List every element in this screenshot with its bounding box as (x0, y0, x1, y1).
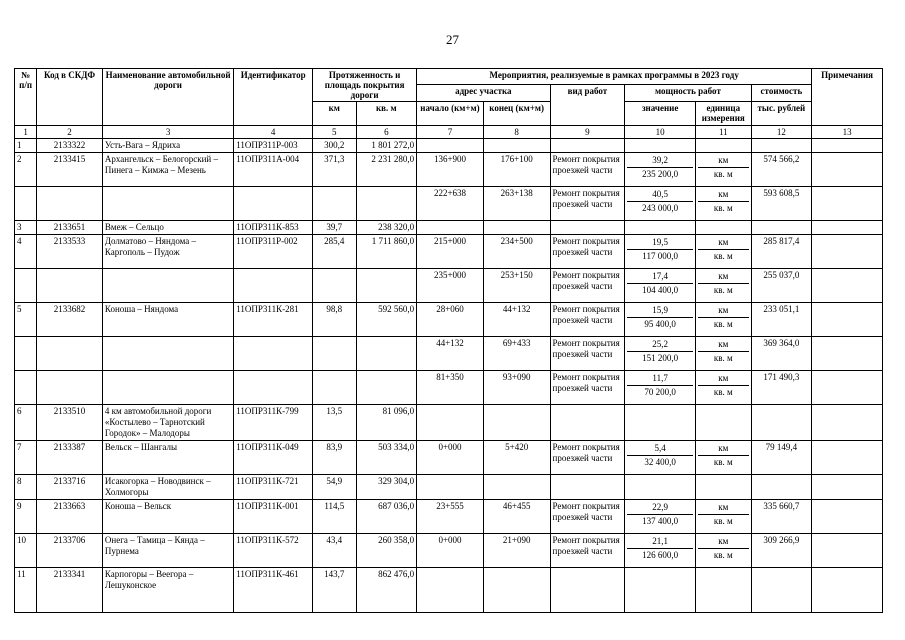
road-name: Карпогоры – Веегора – Лешуконское (102, 568, 233, 613)
capacity-value (625, 475, 696, 500)
capacity-unit-sqm: кв. м (713, 251, 733, 261)
col-number: 7 (417, 126, 484, 139)
capacity-unit (696, 475, 752, 500)
skdf-code: 2133716 (37, 475, 103, 500)
capacity-unit-sqm: кв. м (713, 550, 733, 560)
row-number (15, 337, 37, 371)
section-end: 253+150 (483, 269, 550, 303)
notes (812, 221, 883, 235)
table-row (15, 371, 883, 405)
road-name: Онега – Тамица – Кянда – Пурнема (102, 534, 233, 568)
capacity-unit-sqm: кв. м (713, 285, 733, 295)
row-number (15, 269, 37, 303)
capacity-value (625, 568, 696, 613)
capacity-value-km: 21,1 (627, 535, 693, 549)
capacity-unit-sqm: кв. м (713, 353, 733, 363)
section-start: 0+000 (417, 441, 484, 475)
road-length-km: 300,2 (313, 139, 356, 153)
work-type (550, 475, 625, 500)
road-name: Вмеж – Сельцо (102, 221, 233, 235)
work-type: Ремонт покрытия проезжей части (550, 441, 625, 475)
table-row (15, 139, 883, 153)
cost-value (751, 475, 812, 500)
header-code: Код в СКДФ (37, 69, 103, 126)
row-number: 9 (15, 500, 37, 534)
road-length-km (313, 337, 356, 371)
road-area-sqm (356, 187, 417, 221)
road-area-sqm: 81 096,0 (356, 405, 417, 441)
road-area-sqm: 687 036,0 (356, 500, 417, 534)
capacity-unit (696, 235, 752, 269)
capacity-value-km: 15,9 (627, 304, 693, 318)
road-area-sqm: 592 560,0 (356, 303, 417, 337)
row-number: 1 (15, 139, 37, 153)
header-length: Протяженность и площадь покрытия дороги (313, 69, 417, 102)
header-unit: единица измерения (696, 102, 752, 126)
section-start (417, 221, 484, 235)
road-identifier (234, 269, 313, 303)
work-type: Ремонт покрытия проезжей части (550, 153, 625, 187)
road-name: Исакогорка – Новодвинск – Холмогоры (102, 475, 233, 500)
section-start: 235+000 (417, 269, 484, 303)
row-number: 4 (15, 235, 37, 269)
section-start: 81+350 (417, 371, 484, 405)
header-end: конец (км+м) (483, 102, 550, 126)
header-capacity: мощность работ (625, 85, 751, 102)
row-number: 11 (15, 568, 37, 613)
capacity-value-sqm: 104 400,0 (642, 285, 679, 295)
skdf-code: 2133322 (37, 139, 103, 153)
capacity-unit-sqm: кв. м (713, 516, 733, 526)
road-name (102, 187, 233, 221)
capacity-unit-km: км (698, 442, 749, 456)
road-area-sqm: 503 334,0 (356, 441, 417, 475)
section-end: 263+138 (483, 187, 550, 221)
capacity-value-sqm: 117 000,0 (642, 251, 678, 261)
capacity-unit (696, 187, 752, 221)
row-number: 10 (15, 534, 37, 568)
capacity-value (625, 405, 696, 441)
section-start: 44+132 (417, 337, 484, 371)
cost-value: 335 660,7 (751, 500, 812, 534)
page-number: 27 (446, 32, 459, 47)
capacity-unit-km: км (698, 501, 749, 515)
notes (812, 153, 883, 187)
roads-table (14, 68, 883, 613)
cost-value: 285 817,4 (751, 235, 812, 269)
notes (812, 568, 883, 613)
notes (812, 371, 883, 405)
capacity-unit-sqm: кв. м (713, 387, 733, 397)
road-area-sqm: 329 304,0 (356, 475, 417, 500)
road-length-km (313, 187, 356, 221)
road-area-sqm: 260 358,0 (356, 534, 417, 568)
table-row (15, 534, 883, 568)
notes (812, 475, 883, 500)
road-name: Коноша – Няндома (102, 303, 233, 337)
table-row (15, 475, 883, 500)
capacity-value-km: 25,2 (627, 338, 693, 352)
header-notes: Примечания (812, 69, 883, 126)
col-number: 1 (15, 126, 37, 139)
header-cost-unit: тыс. рублей (751, 102, 812, 126)
work-type (550, 405, 625, 441)
road-identifier: 11ОПР311Р-002 (234, 235, 313, 269)
col-number: 8 (483, 126, 550, 139)
notes (812, 405, 883, 441)
road-identifier (234, 337, 313, 371)
cost-value: 233 051,1 (751, 303, 812, 337)
row-number: 2 (15, 153, 37, 187)
section-start: 23+555 (417, 500, 484, 534)
capacity-unit-km: км (698, 270, 749, 284)
road-name: Усть-Вага – Ядриха (102, 139, 233, 153)
road-length-km: 83,9 (313, 441, 356, 475)
col-number: 2 (37, 126, 103, 139)
header-sqm: кв. м (356, 102, 417, 126)
capacity-value (625, 153, 696, 187)
road-name: Долматово – Няндома – Каргополь – Пудож (102, 235, 233, 269)
road-name (102, 269, 233, 303)
capacity-value (625, 303, 696, 337)
capacity-unit (696, 405, 752, 441)
notes (812, 441, 883, 475)
capacity-unit-km: км (698, 236, 749, 250)
cost-value: 309 266,9 (751, 534, 812, 568)
road-name (102, 337, 233, 371)
capacity-value-sqm: 32 400,0 (644, 457, 676, 467)
road-name: Архангельск – Белогорский – Пинега – Кимжа – Мезень (102, 153, 233, 187)
road-identifier: 11ОПР311К-721 (234, 475, 313, 500)
work-type: Ремонт покрытия проезжей части (550, 500, 625, 534)
road-length-km: 143,7 (313, 568, 356, 613)
notes (812, 269, 883, 303)
skdf-code: 2133341 (37, 568, 103, 613)
section-start (417, 139, 484, 153)
section-start: 222+638 (417, 187, 484, 221)
road-identifier: 11ОПР311К-049 (234, 441, 313, 475)
section-start (417, 405, 484, 441)
road-identifier: 11ОПР311К-001 (234, 500, 313, 534)
section-start (417, 475, 484, 500)
work-type: Ремонт покрытия проезжей части (550, 269, 625, 303)
capacity-value (625, 500, 696, 534)
skdf-code: 2133651 (37, 221, 103, 235)
road-identifier: 11ОПР311К-853 (234, 221, 313, 235)
capacity-unit-km: км (698, 372, 749, 386)
header-name: Наименование автомобильной дороги (102, 69, 233, 126)
col-number: 11 (696, 126, 752, 139)
road-length-km: 285,4 (313, 235, 356, 269)
capacity-value (625, 441, 696, 475)
road-name: Вельск – Шангалы (102, 441, 233, 475)
capacity-unit (696, 500, 752, 534)
capacity-value-sqm: 95 400,0 (644, 319, 676, 329)
road-area-sqm: 862 476,0 (356, 568, 417, 613)
header-km: км (313, 102, 356, 126)
road-area-sqm (356, 371, 417, 405)
road-name (102, 371, 233, 405)
skdf-code (37, 371, 103, 405)
table-row (15, 405, 883, 441)
cost-value (751, 405, 812, 441)
section-end: 93+090 (483, 371, 550, 405)
capacity-unit-km: км (698, 154, 749, 168)
section-end (483, 139, 550, 153)
section-end: 5+420 (483, 441, 550, 475)
road-area-sqm (356, 337, 417, 371)
section-start: 136+900 (417, 153, 484, 187)
section-start (417, 568, 484, 613)
cost-value: 574 566,2 (751, 153, 812, 187)
skdf-code: 2133663 (37, 500, 103, 534)
col-number: 12 (751, 126, 812, 139)
header-measures: Мероприятия, реализуемые в рамках программы в 2023 году (417, 69, 812, 85)
capacity-value (625, 371, 696, 405)
cost-value: 593 608,5 (751, 187, 812, 221)
work-type: Ремонт покрытия проезжей части (550, 534, 625, 568)
skdf-code (37, 269, 103, 303)
capacity-value (625, 221, 696, 235)
capacity-value-km: 40,5 (627, 188, 693, 202)
section-end (483, 405, 550, 441)
capacity-value (625, 337, 696, 371)
capacity-unit-km: км (698, 304, 749, 318)
road-identifier: 11ОПР311Р-003 (234, 139, 313, 153)
section-end (483, 568, 550, 613)
skdf-code: 2133706 (37, 534, 103, 568)
table-row (15, 153, 883, 187)
capacity-unit (696, 139, 752, 153)
cost-value: 171 490,3 (751, 371, 812, 405)
capacity-value-sqm: 126 600,0 (642, 550, 679, 560)
notes (812, 139, 883, 153)
col-number: 5 (313, 126, 356, 139)
col-number: 3 (102, 126, 233, 139)
col-number: 9 (550, 126, 625, 139)
section-end: 176+100 (483, 153, 550, 187)
work-type: Ремонт покрытия проезжей части (550, 187, 625, 221)
work-type (550, 221, 625, 235)
road-length-km: 54,9 (313, 475, 356, 500)
capacity-value-sqm: 235 200,0 (642, 169, 679, 179)
road-identifier: 11ОПР311К-572 (234, 534, 313, 568)
work-type: Ремонт покрытия проезжей части (550, 337, 625, 371)
cost-value (751, 221, 812, 235)
notes (812, 500, 883, 534)
skdf-code (37, 187, 103, 221)
capacity-value-sqm: 151 200,0 (642, 353, 679, 363)
road-length-km: 39,7 (313, 221, 356, 235)
road-area-sqm: 238 320,0 (356, 221, 417, 235)
row-number: 5 (15, 303, 37, 337)
header-work-type: вид работ (550, 85, 625, 126)
section-start: 215+000 (417, 235, 484, 269)
notes (812, 337, 883, 371)
capacity-unit-sqm: кв. м (713, 203, 733, 213)
work-type: Ремонт покрытия проезжей части (550, 371, 625, 405)
section-end (483, 221, 550, 235)
road-length-km: 43,4 (313, 534, 356, 568)
row-number: 6 (15, 405, 37, 441)
road-name: 4 км автомобильной дороги «Костылево – Тарнотский Городок» – Малодоры (102, 405, 233, 441)
notes (812, 187, 883, 221)
capacity-unit-km: км (698, 338, 749, 352)
row-number: 7 (15, 441, 37, 475)
capacity-value-km: 5,4 (627, 442, 693, 456)
table-row (15, 187, 883, 221)
row-number (15, 187, 37, 221)
skdf-code: 2133387 (37, 441, 103, 475)
section-end: 46+455 (483, 500, 550, 534)
table-row (15, 221, 883, 235)
section-end: 234+500 (483, 235, 550, 269)
table-row (15, 500, 883, 534)
header-num: № п/п (15, 69, 37, 126)
table-row (15, 337, 883, 371)
cost-value: 255 037,0 (751, 269, 812, 303)
road-identifier (234, 371, 313, 405)
notes (812, 235, 883, 269)
road-identifier: 11ОПР311К-281 (234, 303, 313, 337)
road-identifier: 11ОПР311А-004 (234, 153, 313, 187)
capacity-value-km: 17,4 (627, 270, 693, 284)
skdf-code: 2133533 (37, 235, 103, 269)
section-end: 69+433 (483, 337, 550, 371)
table-row (15, 568, 883, 613)
capacity-unit (696, 534, 752, 568)
skdf-code (37, 337, 103, 371)
work-type (550, 568, 625, 613)
capacity-value-sqm: 243 000,0 (642, 203, 679, 213)
col-number: 10 (625, 126, 696, 139)
road-area-sqm: 1 711 860,0 (356, 235, 417, 269)
cost-value: 79 149,4 (751, 441, 812, 475)
section-end (483, 475, 550, 500)
table-row (15, 235, 883, 269)
section-start: 28+060 (417, 303, 484, 337)
road-identifier: 11ОПР311К-461 (234, 568, 313, 613)
row-number: 8 (15, 475, 37, 500)
capacity-unit-sqm: кв. м (713, 319, 733, 329)
road-identifier (234, 187, 313, 221)
capacity-value-sqm: 70 200,0 (644, 387, 676, 397)
work-type (550, 139, 625, 153)
capacity-unit-km: км (698, 188, 749, 202)
capacity-value (625, 235, 696, 269)
capacity-value (625, 534, 696, 568)
work-type: Ремонт покрытия проезжей части (550, 303, 625, 337)
cost-value: 369 364,0 (751, 337, 812, 371)
section-end: 21+090 (483, 534, 550, 568)
road-area-sqm (356, 269, 417, 303)
capacity-value (625, 269, 696, 303)
capacity-value-km: 11,7 (627, 372, 693, 386)
skdf-code: 2133510 (37, 405, 103, 441)
capacity-value-km: 22,9 (627, 501, 693, 515)
capacity-unit (696, 303, 752, 337)
header-start: начало (км+м) (417, 102, 484, 126)
skdf-code: 2133415 (37, 153, 103, 187)
section-start: 0+000 (417, 534, 484, 568)
col-number: 6 (356, 126, 417, 139)
road-length-km (313, 371, 356, 405)
capacity-unit (696, 568, 752, 613)
road-length-km (313, 269, 356, 303)
notes (812, 534, 883, 568)
capacity-value-km: 39,2 (627, 154, 693, 168)
table-row (15, 441, 883, 475)
road-area-sqm: 1 801 272,0 (356, 139, 417, 153)
road-identifier: 11ОПР311К-799 (234, 405, 313, 441)
col-number: 4 (234, 126, 313, 139)
capacity-unit (696, 441, 752, 475)
col-number: 13 (812, 126, 883, 139)
skdf-code: 2133682 (37, 303, 103, 337)
capacity-value (625, 187, 696, 221)
capacity-unit (696, 337, 752, 371)
header-cost: стоимость (751, 85, 812, 102)
road-length-km: 371,3 (313, 153, 356, 187)
road-length-km: 114,5 (313, 500, 356, 534)
row-number: 3 (15, 221, 37, 235)
header-address: адрес участка (417, 85, 550, 102)
table-row (15, 303, 883, 337)
cost-value (751, 139, 812, 153)
header-value: значение (625, 102, 696, 126)
capacity-unit (696, 221, 752, 235)
road-length-km: 98,8 (313, 303, 356, 337)
notes (812, 303, 883, 337)
capacity-unit-sqm: кв. м (713, 457, 733, 467)
road-name: Коноша – Вельск (102, 500, 233, 534)
capacity-unit (696, 269, 752, 303)
capacity-value-sqm: 137 400,0 (642, 516, 679, 526)
capacity-unit (696, 153, 752, 187)
road-area-sqm: 2 231 280,0 (356, 153, 417, 187)
capacity-unit-km: км (698, 535, 749, 549)
section-end: 44+132 (483, 303, 550, 337)
row-number (15, 371, 37, 405)
capacity-unit-sqm: кв. м (713, 169, 733, 179)
column-numbers-row (15, 126, 883, 139)
header-ident: Идентификатор (234, 69, 313, 126)
work-type: Ремонт покрытия проезжей части (550, 235, 625, 269)
capacity-value-km: 19,5 (627, 236, 693, 250)
table-row (15, 269, 883, 303)
road-length-km: 13,5 (313, 405, 356, 441)
capacity-unit (696, 371, 752, 405)
capacity-value (625, 139, 696, 153)
cost-value (751, 568, 812, 613)
